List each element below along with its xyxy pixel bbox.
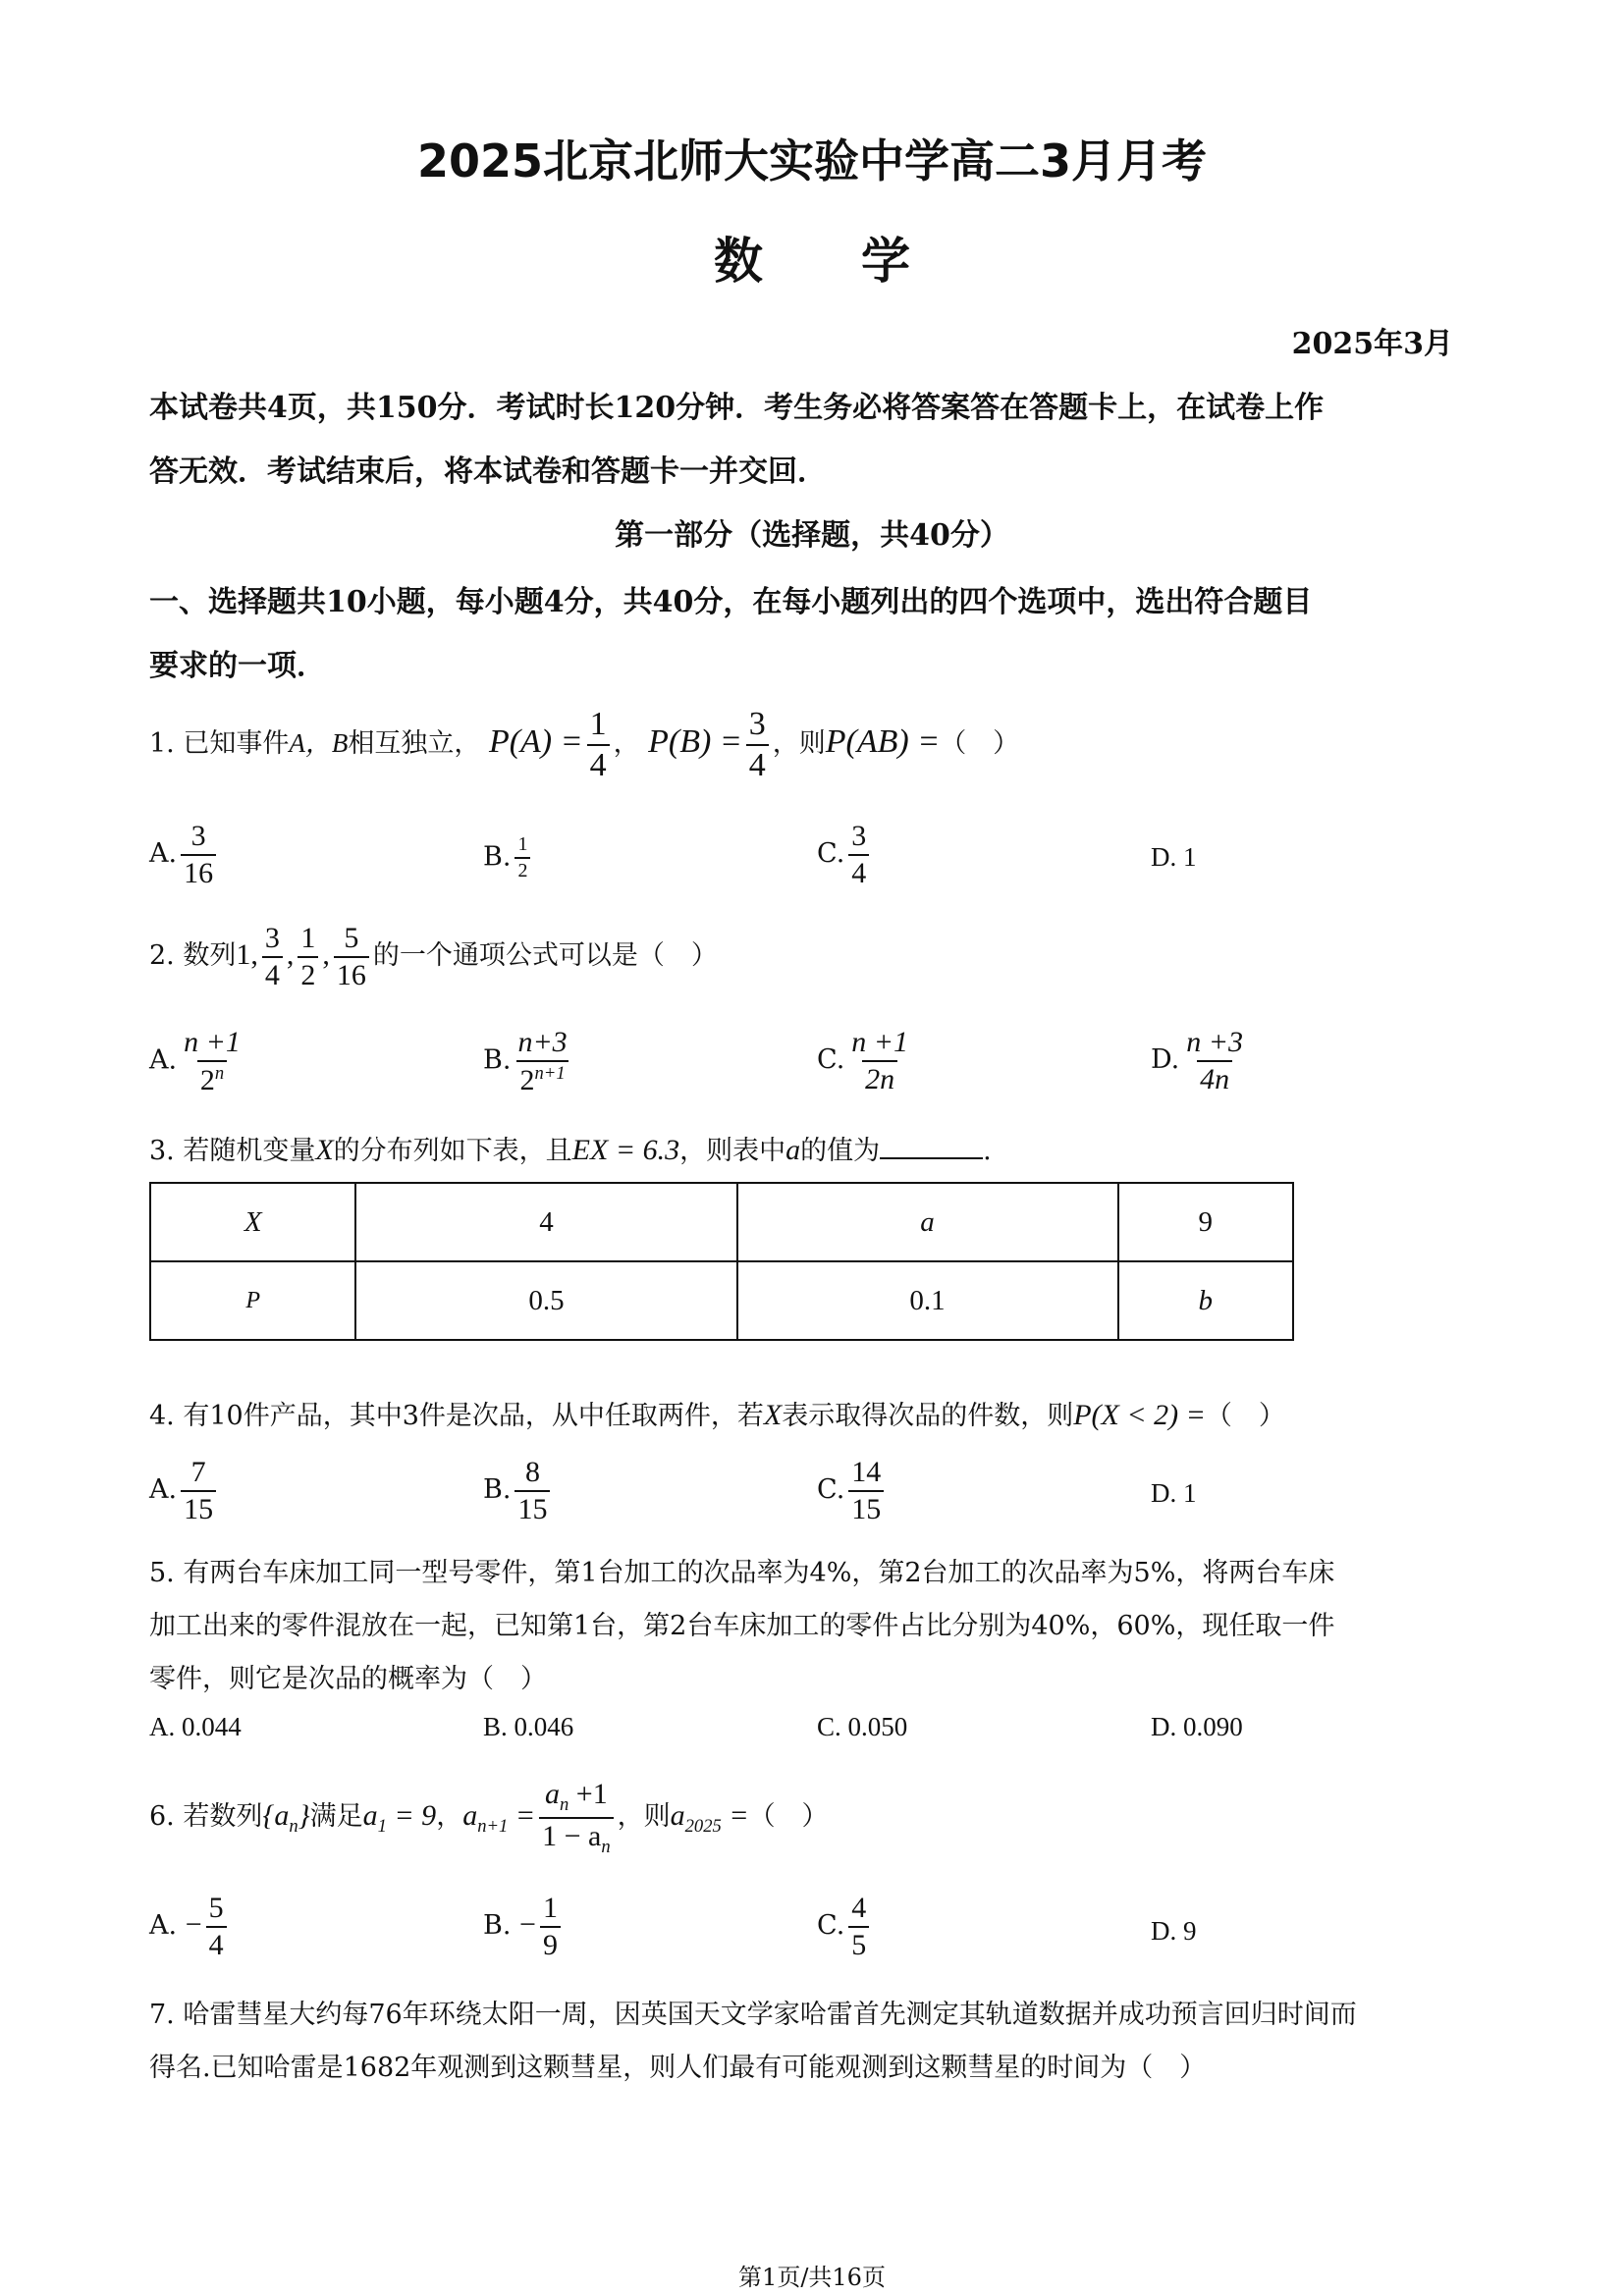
q1-pb: P(B) = [648,723,742,761]
q6-option-d: D. 9 [1151,1916,1197,1946]
intro-line-2: 答无效．考试结束后，将本试卷和答题卡一并交回． [149,454,827,489]
q4-option-a: A. $\frac{7}{15}$ [149,1457,220,1524]
exam-title: 2025北京北师大实验中学高二3月月考 [416,134,1208,187]
q1-pa-frac: $\frac{1}{4}$ [587,707,610,782]
part1-instruction-2: 要求的一项． [149,649,326,683]
table-cell: a [737,1183,1118,1261]
intro-line-1: 本试卷共4页，共150分．考试时长120分钟．考生务必将答案答在答题卡上，在试卷上作 [149,391,1325,425]
q1-option-c: C. $\frac{3}{4}$ [817,821,873,888]
question-4: 4. 有10件产品，其中3件是次品，从中任取两件，若X表示取得次品的件数，则P(X < 2) =（ ） [149,1399,1285,1431]
q2-frac-2: $\frac{1}{2}$ [298,923,318,990]
q2-option-d: D. $\frac{n +3}{4n}$ [1151,1026,1244,1095]
table-cell: X [150,1183,355,1261]
q1-option-a: A. $\frac{3}{16}$ [149,821,220,888]
q2-frac-3: $\frac{5}{16}$ [334,923,369,990]
question-5-line-1: 5. 有两台车床加工同一型号零件，第1台加工的次品率为4%，第2台加工的次品率为5%，将两台车床 [149,1558,1335,1588]
question-7-line-1: 7. 哈雷彗星大约每76年环绕太阳一周，因英国天文学家哈雷首先测定其轨道数据并成功预言回归时间而 [149,2000,1357,2030]
q1-prefix: 1. 已知事件 [149,728,290,760]
part1-instruction-1: 一、选择题共10小题，每小题4分，共40分，在每小题列出的四个选项中，选出符合题目 [149,585,1313,619]
q1-paren: （ ） [940,728,1020,760]
exam-date: 2025年3月 [1291,327,1453,361]
q1-pa: P(A) = [488,723,583,761]
q5-option-b: B. 0.046 [483,1712,574,1741]
q3-answer-blank[interactable] [880,1136,983,1159]
q4-option-d: D. 1 [1151,1478,1197,1508]
question-6: 6. 若数列$\{a_n\}$满足$a_1 = 9$，$a_{n+1}$ = $\frac{a_n +1}{1 - a_n}$ ，则$a_{2025}$ =（ ） [149,1778,829,1857]
q1-option-b: B. $\frac{1}{2}$ [483,834,534,881]
q2-option-a: A. $\frac{n +1}{2^n}$ [149,1026,241,1096]
table-row [150,1183,1293,1261]
q5-option-c: C. 0.050 [817,1712,908,1741]
q1-vars: A，B [289,728,349,759]
page-footer: 第1页/共16页 [738,2264,886,2291]
subject-title: 数 学 [714,233,910,290]
q1-pb-frac: $\frac{3}{4}$ [746,707,769,782]
table-row [150,1261,1293,1340]
table-cell: 0.5 [355,1261,736,1340]
q5-option-a: A. 0.044 [149,1712,242,1741]
question-2: 2. 数列1, $\frac{3}{4}$ , $\frac{1}{2}$ , $\frac{5}{16}$ 的一个通项公式可以是（ ） [149,922,718,991]
q4-option-b: B. $\frac{8}{15}$ [483,1457,554,1524]
q2-frac-1: $\frac{3}{4}$ [262,923,283,990]
table-cell: b [1118,1261,1293,1340]
part1-heading: 第一部分（选择题，共40分） [615,518,1009,553]
question-3: 3. 若随机变量X的分布列如下表，且EX = 6.3，则表中a的值为 . [149,1134,992,1166]
q1-pab: P(AB) = [825,723,941,761]
question-7-line-2: 得名.已知哈雷是1682年观测到这颗彗星，则人们最有可能观测到这颗彗星的时间为（ ） [149,2053,1207,2083]
table-cell: P [150,1261,355,1340]
q2-option-c: C. $\frac{n +1}{2n}$ [817,1026,909,1095]
q4-option-c: C. $\frac{14}{15}$ [817,1457,888,1524]
table-cell: 9 [1118,1183,1293,1261]
q6-option-a: A. − $\frac{5}{4}$ [149,1893,231,1960]
q6-option-b: B. − $\frac{1}{9}$ [483,1893,565,1960]
question-5-line-3: 零件，则它是次品的概率为（ ） [149,1664,547,1694]
distribution-table [149,1182,1294,1341]
q2-option-b: B. $\frac{n+3}{2^{n+1}}$ [483,1026,568,1096]
table-cell: 4 [355,1183,736,1261]
question-5-line-2: 加工出来的零件混放在一起，已知第1台，第2台车床加工的零件占比分别为40%，60%，现任取一件 [149,1611,1335,1641]
q1-mid: 相互独立， [348,728,481,760]
q5-option-d: D. 0.090 [1151,1712,1243,1741]
question-1: 1. 已知事件A，B相互独立， P(A) = $\frac{1}{4}$ ， P(B) = $\frac{3}{4}$ ，则P(AB) =（ ） [149,706,1020,783]
q1-option-d: D. 1 [1151,842,1197,872]
table-cell: 0.1 [737,1261,1118,1340]
q6-recurrence-frac: $\frac{a_n +1}{1 - a_n}$ [539,1779,614,1856]
q6-option-c: C. $\frac{4}{5}$ [817,1893,873,1960]
